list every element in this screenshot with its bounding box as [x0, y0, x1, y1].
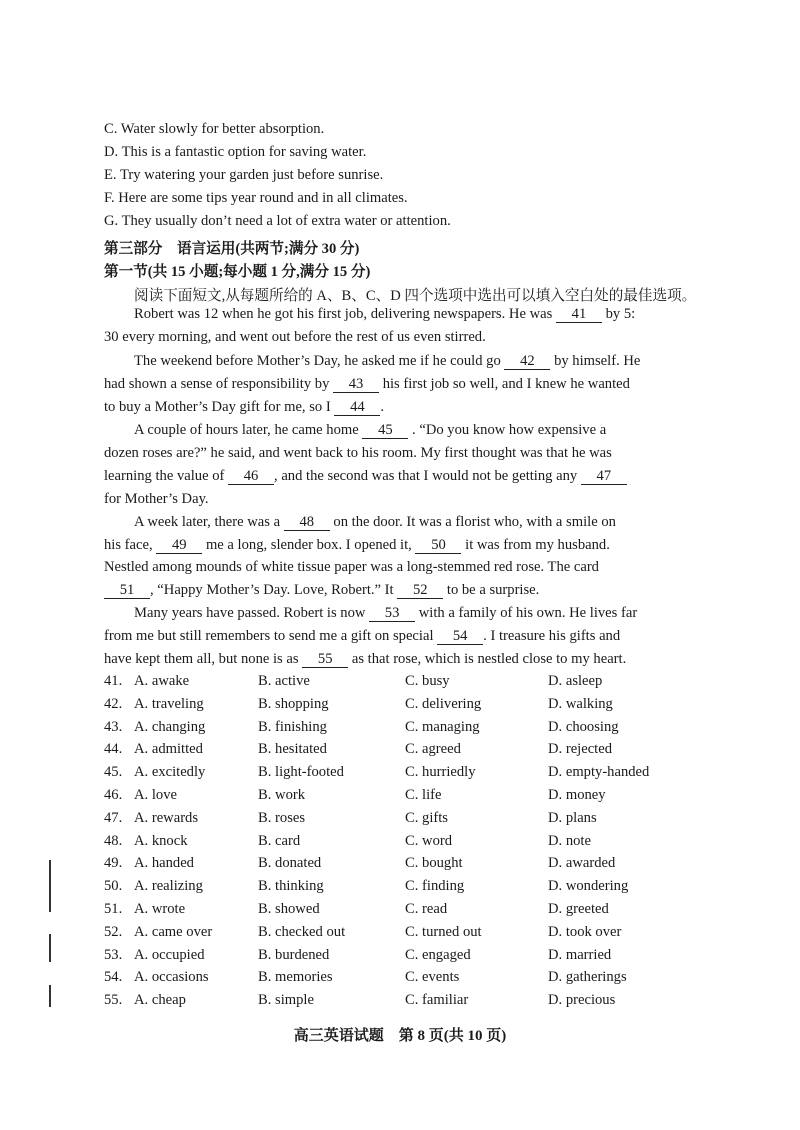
option-d: D. rejected: [548, 741, 613, 758]
option-a: A. cheap: [134, 992, 186, 1009]
option-d: D. greeted: [548, 901, 609, 917]
passage-line: dozen roses are?” he said, and went back to his room. My first thought was that he was: [104, 445, 612, 461]
part-heading: 第三部分 语言运用(共两节;满分 30 分): [104, 241, 360, 257]
option-c: C. delivering: [405, 695, 482, 712]
option-c: C. turned out: [405, 923, 482, 940]
option-a: A. love: [134, 787, 177, 803]
question-number: 47.: [104, 809, 123, 826]
option-d: D. empty-handed: [548, 764, 650, 781]
sub-heading: 第一节(共 15 小题;每小题 1 分,满分 15 分): [104, 264, 371, 280]
blank-49: 49: [156, 538, 202, 554]
option-d: D. awarded: [548, 855, 616, 872]
option-a: A. rewards: [134, 809, 199, 826]
question-number: 41.: [104, 673, 123, 689]
option-b: B. showed: [258, 901, 320, 917]
option-a: A. occupied: [134, 946, 205, 963]
passage-line: A couple of hours later, he came home 45 . “Do you know how expensive a: [134, 422, 607, 438]
option-c: C. gifts: [405, 809, 448, 826]
option-b: B. donated: [258, 855, 322, 872]
option-d: D. gatherings: [548, 969, 627, 986]
question-number: 48.: [104, 832, 123, 849]
option-b: B. memories: [258, 969, 333, 986]
option-a: A. came over: [134, 923, 213, 940]
option-c: C. life: [405, 787, 442, 803]
option-c: C. agreed: [405, 741, 461, 758]
instructions: 阅读下面短文,从每题所给的 A、B、C、D 四个选项中选出可以填入空白处的最佳选项。: [134, 288, 697, 304]
option-d: D. choosing: [548, 718, 619, 735]
blank-45: 45: [362, 423, 408, 439]
passage-line: 30 every morning, and went out before the rest of us even stirred.: [104, 329, 486, 345]
option-c: C. events: [405, 969, 460, 986]
option-d: D. note: [548, 832, 591, 849]
blank-46: 46: [228, 469, 274, 485]
question-number: 42.: [104, 695, 123, 712]
option-c-prev: C. Water slowly for better absorption.: [104, 121, 325, 137]
option-f-prev: F. Here are some tips year round and in all climates.: [104, 190, 408, 206]
option-a: A. wrote: [134, 901, 186, 917]
option-c: C. word: [405, 832, 453, 849]
page-footer: 高三英语试题 第 8 页(共 10 页): [293, 1028, 507, 1044]
blank-54: 54: [437, 629, 483, 645]
option-c: C. familiar: [405, 992, 469, 1009]
passage-line: for Mother’s Day.: [104, 491, 209, 507]
option-c: C. finding: [405, 878, 465, 895]
option-d: D. plans: [548, 809, 597, 826]
option-a: A. admitted: [134, 741, 203, 758]
passage-line: 51 , “Happy Mother’s Day. Love, Robert.” It 52 to be a surprise.: [104, 582, 539, 599]
option-d: D. money: [548, 787, 606, 803]
option-a: A. excitedly: [134, 764, 206, 781]
option-b: B. active: [258, 673, 310, 689]
question-number: 53.: [104, 946, 123, 963]
binding-line: [49, 934, 51, 962]
question-number: 51.: [104, 901, 123, 917]
blank-43: 43: [333, 377, 379, 393]
passage-line: had shown a sense of responsibility by 43 his first job so well, and I knew he wanted: [104, 376, 630, 392]
question-number: 54.: [104, 969, 123, 986]
blank-42: 42: [504, 354, 550, 370]
blank-51: 51: [104, 583, 150, 599]
option-b: B. light-footed: [258, 764, 344, 781]
passage-line: learning the value of 46 , and the second was that I would not be getting any 47: [104, 468, 627, 485]
option-d: D. asleep: [548, 673, 603, 689]
question-number: 46.: [104, 787, 123, 803]
option-e-prev: E. Try watering your garden just before sunrise.: [104, 167, 384, 183]
passage-line: to buy a Mother’s Day gift for me, so I 44 .: [104, 399, 385, 415]
option-b: B. finishing: [258, 718, 327, 735]
option-g-prev: G. They usually don’t need a lot of extra water or attention.: [104, 213, 451, 229]
binding-line: [49, 860, 51, 912]
option-c: C. read: [405, 901, 448, 917]
option-c: C. bought: [405, 855, 463, 872]
passage-line: his face, 49 me a long, slender box. I opened it, 50 it was from my husband.: [104, 537, 610, 553]
blank-48: 48: [284, 515, 330, 531]
passage-line: have kept them all, but none is as 55 as that rose, which is nestled close to my heart.: [104, 651, 627, 667]
passage-line: Many years have passed. Robert is now 53 with a family of his own. He lives far: [134, 605, 638, 621]
question-number: 52.: [104, 923, 123, 940]
option-b: B. simple: [258, 992, 314, 1009]
passage-line: Nestled among mounds of white tissue paper was a long-stemmed red rose. The card: [104, 559, 599, 575]
option-d: D. wondering: [548, 878, 629, 895]
option-b: B. shopping: [258, 695, 329, 712]
passage-line: The weekend before Mother’s Day, he asked me if he could go 42 by himself. He: [134, 353, 641, 369]
option-c: C. busy: [405, 673, 450, 689]
option-b: B. thinking: [258, 878, 324, 895]
option-b: B. burdened: [258, 946, 330, 963]
blank-53: 53: [369, 606, 415, 622]
option-a: A. handed: [134, 855, 194, 872]
question-number: 45.: [104, 764, 123, 781]
option-d: D. took over: [548, 923, 622, 940]
option-b: B. work: [258, 787, 306, 803]
option-d: D. married: [548, 946, 612, 963]
option-a: A. occasions: [134, 969, 209, 986]
question-number: 44.: [104, 741, 123, 758]
option-a: A. awake: [134, 673, 190, 689]
option-c: C. managing: [405, 718, 480, 735]
option-a: A. realizing: [134, 878, 203, 895]
blank-50: 50: [415, 538, 461, 554]
blank-47: 47: [581, 469, 627, 485]
passage-line: A week later, there was a 48 on the door. It was a florist who, with a smile on: [134, 514, 616, 530]
blank-55: 55: [302, 652, 348, 668]
passage-line: from me but still remembers to send me a gift on special 54 . I treasure his gifts and: [104, 628, 621, 644]
binding-line: [49, 985, 51, 1007]
option-b: B. checked out: [258, 923, 346, 940]
blank-41: 41: [556, 307, 602, 323]
question-number: 50.: [104, 878, 123, 895]
option-b: B. roses: [258, 809, 306, 826]
option-a: A. traveling: [134, 695, 204, 712]
option-b: B. hesitated: [258, 741, 327, 758]
option-c: C. hurriedly: [405, 764, 476, 781]
passage-line: Robert was 12 when he got his first job, delivering newspapers. He was 41 by 5:: [134, 306, 636, 322]
option-d: D. precious: [548, 992, 616, 1009]
option-c: C. engaged: [405, 946, 471, 963]
option-d: D. walking: [548, 695, 613, 712]
question-number: 43.: [104, 718, 123, 735]
blank-44: 44: [334, 400, 380, 416]
option-b: B. card: [258, 832, 301, 849]
question-number: 55.: [104, 992, 123, 1009]
question-number: 49.: [104, 855, 123, 872]
option-a: A. knock: [134, 832, 188, 849]
blank-52: 52: [397, 583, 443, 599]
option-a: A. changing: [134, 718, 206, 735]
option-d-prev: D. This is a fantastic option for saving water.: [104, 144, 367, 160]
